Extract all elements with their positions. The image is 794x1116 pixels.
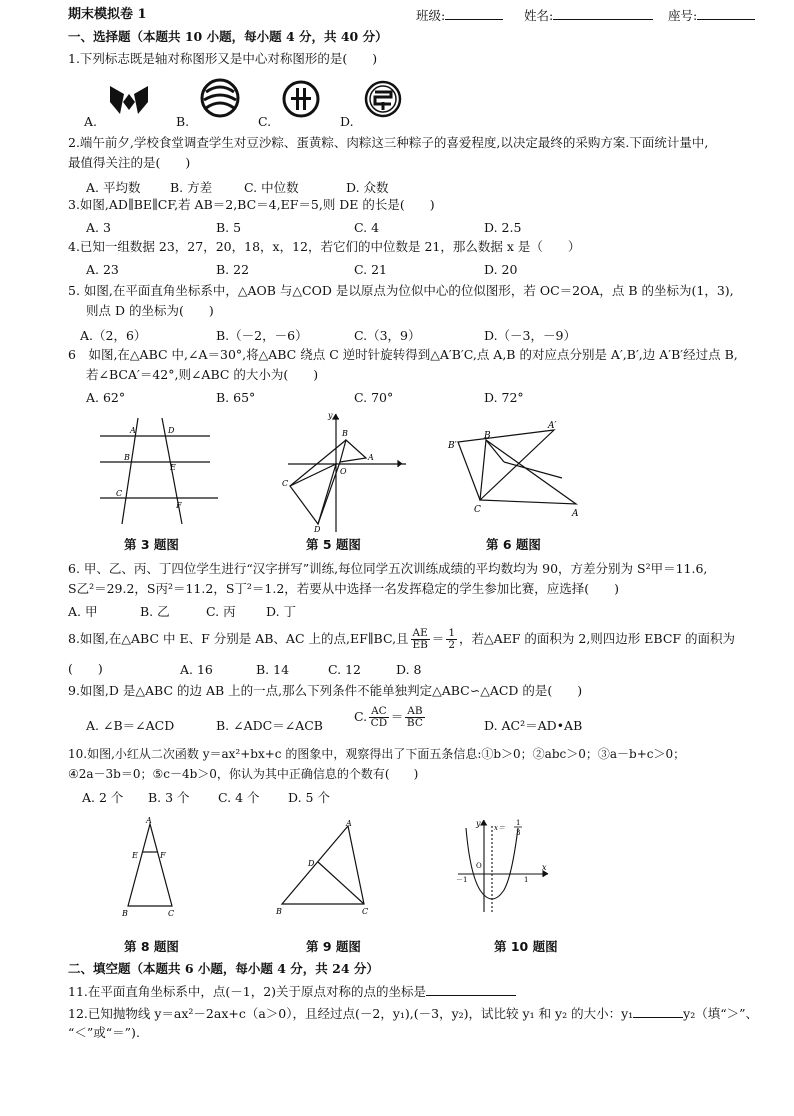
fig6-label-bprime: B′ <box>448 441 457 451</box>
q1-option-b: B. <box>176 114 190 129</box>
q8-stem-b: ，若△AEF 的面积为 2,则四边形 EBCF 的面积为 <box>459 631 736 647</box>
q2-option-c: C. 中位数 <box>244 180 299 195</box>
figure-q9 <box>274 820 384 918</box>
q10-option-c: C. 4 个 <box>218 790 260 805</box>
q5-stem-line1: 5. 如图,在平面直角坐标系中，△AOB 与△COD 是以原点为位似中心的位似图形，若 OC＝2OA，点 B 的坐标为(1，3), <box>68 283 734 298</box>
q6-stem-line1: 6 如图,在△ABC 中,∠A＝30°,将△ABC 绕点 C 逆时针旋转得到△A′B′C,点 A,B 的对应点分别是 A′,B′,边 A′B′经过点 B, <box>68 347 738 362</box>
figure-q6 <box>444 422 594 518</box>
figure-q9-caption: 第 9 题图 <box>306 939 361 954</box>
q11-stem <box>68 984 516 999</box>
q8-frac-den: EB <box>412 639 428 652</box>
fig5-label-b: B <box>342 429 348 438</box>
seat-field <box>668 8 755 23</box>
q9-eq: ＝ <box>390 709 404 725</box>
q7-option-c: C. 丙 <box>206 604 236 619</box>
figure-q10 <box>454 816 554 916</box>
name-blank[interactable] <box>553 8 653 20</box>
q7-stem-line2: S乙²＝29.2，S丙²＝11.2，S丁²＝1.2，若要从中选择一名发挥稳定的学生参加比赛，应选择( ) <box>68 581 620 596</box>
q9-option-c <box>354 706 427 729</box>
q3-option-d: D. 2.5 <box>484 220 522 235</box>
q5-option-d: D.（－3，－9） <box>484 328 576 343</box>
q10-option-b: B. 3 个 <box>148 790 190 805</box>
figure-q3-caption: 第 3 题图 <box>124 537 179 552</box>
paper-title: 期末模拟卷 1 <box>68 7 147 22</box>
q12-stem-line2: “＜”或“＝”). <box>68 1025 140 1040</box>
q2-stem-line2: 最值得关注的是( ) <box>68 155 191 170</box>
q7-stem-line1: 6. 甲、乙、丙、丁四位学生进行“汉字拼写”训练,每位同学五次训练成绩的平均数均为 90，方差分别为 S²甲＝11.6, <box>68 561 708 576</box>
q6-option-d: D. 72° <box>484 390 524 405</box>
name-field <box>524 8 653 23</box>
q12-text: 12.已知抛物线 y＝ax²－2ax+c（a＞0），且经过点(－2，y₁),(－3，y₂)，试比较 y₁ 和 y₂ 的大小：y₁ <box>68 1006 634 1021</box>
class-field <box>416 8 503 23</box>
q9-stem: 9.如图,D 是△ABC 的边 AB 上的一点,那么下列条件不能单独判定△ABC∽△ACD 的是( ) <box>68 683 583 698</box>
fig10-label-x: x <box>542 863 547 872</box>
q5-option-c: C.（3，9） <box>354 328 421 343</box>
fig6-label-c: C <box>474 505 481 515</box>
q1-option-d: D. <box>340 114 354 129</box>
fig3-label-b: B <box>124 453 130 462</box>
fig10-label-den: 3 <box>516 829 521 837</box>
logo-a-icon <box>106 80 152 120</box>
q4-stem: 4.已知一组数据 23，27，20，18，x，12，若它们的中位数是 21，那么数据 x 是（ ） <box>68 239 581 254</box>
fig10-label-o: O <box>476 862 482 870</box>
q4-option-c: C. 21 <box>354 262 387 277</box>
q9-frac2-den: BC <box>406 717 423 730</box>
fig6-label-a: A <box>572 509 579 519</box>
q8-fraction-ae-eb <box>411 628 430 651</box>
q9-frac1-den: CD <box>370 717 388 730</box>
logo-c-icon <box>282 80 320 118</box>
q7-option-d: D. 丁 <box>266 604 297 619</box>
q8-eq: ＝ <box>431 631 445 647</box>
fig8-label-a: A <box>146 816 152 825</box>
figure-q8 <box>116 818 186 918</box>
q8-frac-num: AE <box>412 627 428 639</box>
q1-option-c: C. <box>258 114 272 129</box>
figure-q6-caption: 第 6 题图 <box>486 537 541 552</box>
figure-q5 <box>282 412 412 534</box>
name-label: 姓名: <box>524 8 554 23</box>
q12-answer-blank[interactable] <box>633 1006 683 1018</box>
q8-paren: ( ) <box>68 661 103 676</box>
fig8-label-c: C <box>168 909 175 918</box>
q8-stem <box>68 628 735 651</box>
q3-stem: 3.如图,AD∥BE∥CF,若 AB＝2,BC＝4,EF＝5,则 DE 的长是( ) <box>68 197 435 212</box>
q8-option-d: D. 8 <box>396 662 422 677</box>
figure-q5-caption: 第 5 题图 <box>306 537 361 552</box>
q11-text: 11.在平面直角坐标系中，点(－1，2)关于原点对称的点的坐标是 <box>68 984 427 999</box>
q5-option-b: B.（－2，－6） <box>216 328 308 343</box>
q2-option-b: B. 方差 <box>170 180 213 195</box>
seat-blank[interactable] <box>697 8 755 20</box>
q3-option-b: B. 5 <box>216 220 242 235</box>
q10-option-d: D. 5 个 <box>288 790 330 805</box>
q9-option-b: B. ∠ADC＝∠ACB <box>216 718 323 733</box>
q8-frac2-num: 1 <box>448 627 455 639</box>
q11-answer-blank[interactable] <box>426 984 516 996</box>
q2-stem-line1: 2.端午前夕,学校食堂调查学生对豆沙粽、蛋黄粽、肉粽这三种粽子的喜爱程度,以决定最终的采购方案.下面统计量中, <box>68 135 709 150</box>
fig5-label-c: C <box>282 479 289 488</box>
fig8-label-b: B <box>122 909 128 918</box>
q7-option-a: A. 甲 <box>68 604 98 619</box>
class-blank[interactable] <box>445 8 503 20</box>
q12-stem-line1 <box>68 1006 758 1021</box>
q6-option-b: B. 65° <box>216 390 256 405</box>
logo-b-icon <box>200 78 240 118</box>
q4-option-a: A. 23 <box>86 262 119 277</box>
fig10-label-neg1: －1 <box>456 876 468 884</box>
fig9-label-d: D <box>308 859 315 868</box>
q4-option-d: D. 20 <box>484 262 518 277</box>
q9-frac1-num: AC <box>371 705 387 717</box>
q5-option-a: A.（2，6） <box>80 328 147 343</box>
fig10-label-num: 1 <box>516 819 521 827</box>
q8-option-b: B. 14 <box>256 662 290 677</box>
q10-option-a: A. 2 个 <box>82 790 124 805</box>
q3-option-c: C. 4 <box>354 220 380 235</box>
fig8-label-f: F <box>160 851 166 860</box>
q8-stem-a: 8.如图,在△ABC 中 E、F 分别是 AB、AC 上的点,EF∥BC,且 <box>68 631 409 647</box>
logo-d-icon <box>364 80 402 118</box>
q9-option-c-label: C. <box>354 709 368 725</box>
fig6-label-b: B <box>484 431 491 441</box>
fig10-label-1: 1 <box>524 876 529 884</box>
q6-stem-line2: 若∠BCA′＝42°,则∠ABC 的大小为( ) <box>86 367 319 382</box>
q9-option-d: D. AC²＝AD•AB <box>484 718 583 733</box>
q2-option-d: D. 众数 <box>346 180 389 195</box>
figure-q8-caption: 第 8 题图 <box>124 939 179 954</box>
q6-option-a: A. 62° <box>86 390 126 405</box>
q8-option-c: C. 12 <box>328 662 361 677</box>
q4-option-b: B. 22 <box>216 262 250 277</box>
figure-q10-caption: 第 10 题图 <box>494 939 558 954</box>
fig3-label-e: E <box>170 463 176 472</box>
q1-stem: 1.下列标志既是轴对称图形又是中心对称图形的是( ) <box>68 51 378 66</box>
fig9-label-c: C <box>362 907 369 916</box>
q10-stem-line2: ④2a－3b＝0；⑤c－4b＞0，你认为其中正确信息的个数有( ) <box>68 767 419 781</box>
fig3-label-c: C <box>116 489 123 498</box>
q5-stem-line2: 则点 D 的坐标为( ) <box>86 303 214 318</box>
section1-title: 一、选择题（本题共 10 小题，每小题 4 分，共 40 分） <box>68 29 388 44</box>
fig9-label-b: B <box>276 907 282 916</box>
fig9-label-a: A <box>346 819 352 828</box>
fig8-label-e: E <box>132 851 138 860</box>
q9-frac2-num: AB <box>407 705 423 717</box>
fig5-label-d: D <box>314 525 321 534</box>
section2-title: 二、填空题（本题共 6 小题，每小题 4 分，共 24 分） <box>68 961 379 976</box>
fig3-label-a: A <box>130 426 136 435</box>
q7-option-b: B. 乙 <box>140 604 170 619</box>
q1-option-a: A. <box>84 114 98 129</box>
q9-frac-ac-cd <box>369 706 389 729</box>
q8-fraction-half <box>446 628 457 651</box>
q2-option-a: A. 平均数 <box>86 180 141 195</box>
q8-frac2-den: 2 <box>448 639 455 652</box>
fig10-label-y: y <box>476 819 481 828</box>
q10-stem-line1: 10.如图,小红从二次函数 y＝ax²+bx+c 的图象中，观察得出了下面五条信息:①b＞0；②abc＞0；③a－b+c＞0； <box>68 747 686 761</box>
q6-option-c: C. 70° <box>354 390 394 405</box>
q9-frac-ab-bc <box>405 706 424 729</box>
q12-text-b: y₂（填“＞”、 <box>683 1006 759 1021</box>
fig3-label-f: F <box>176 501 182 510</box>
fig5-label-o: O <box>340 467 347 476</box>
seat-label: 座号: <box>668 8 698 23</box>
q8-option-a: A. 16 <box>180 662 213 677</box>
q9-option-a: A. ∠B＝∠ACD <box>86 718 175 733</box>
fig6-label-aprime: A′ <box>548 421 557 431</box>
fig5-label-a: A <box>368 453 374 462</box>
q3-option-a: A. 3 <box>86 220 111 235</box>
fig3-label-d: D <box>168 426 175 435</box>
fig5-label-y: y <box>328 411 333 420</box>
class-label: 班级: <box>416 8 446 23</box>
figure-q3 <box>100 416 230 534</box>
fig10-label-xeq: x＝ <box>494 824 505 832</box>
